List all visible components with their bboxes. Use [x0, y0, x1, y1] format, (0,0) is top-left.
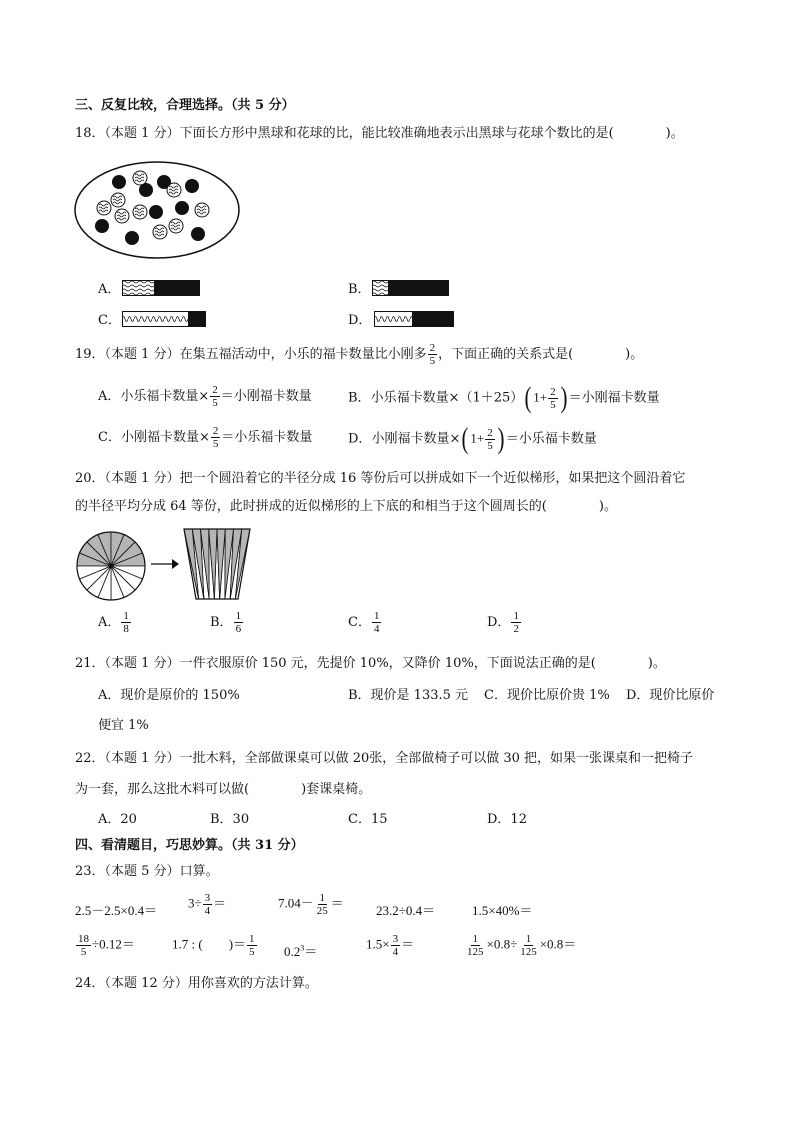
flower-ball [133, 171, 147, 185]
q19-option-d[interactable] [348, 422, 597, 455]
right-paren: ) [560, 381, 568, 414]
option-label: A． [98, 282, 121, 297]
option-label: C． [348, 615, 371, 630]
black-ball [191, 227, 205, 241]
oral-calc-9: 1.5× $\frac{3}{4}$ ＝ [366, 933, 415, 958]
question-19-stem [75, 342, 643, 367]
math-text: 1+ [533, 389, 548, 405]
q20-option-c[interactable] [348, 610, 382, 635]
option-label: C． [98, 430, 121, 445]
oral-calc-10: $\frac{1}{125}$ ×0.8÷ $\frac{1}{125}$ ×0.8＝ [467, 933, 577, 958]
black-ball [125, 231, 139, 245]
oral-calc-1: 2.5－2.5×0.4＝ [75, 903, 158, 918]
math-text: 1+ [470, 430, 485, 446]
oral-calc-4: 23.2÷0.4＝ [376, 903, 436, 918]
black-ball [175, 201, 189, 215]
q20-option-d[interactable] [487, 610, 522, 635]
q18-option-d-bar [374, 311, 454, 327]
q21-option-b[interactable]: B．现价是 133.5 元 [348, 688, 469, 703]
question-23-stem: 23．（本题 5 分）口算。 [75, 864, 219, 879]
q19-option-a[interactable] [98, 384, 312, 409]
question-22-stem-line1: 22．（本题 1 分）一批木料，全部做课桌可以做 20张，全部做椅子可以做 30 把，如果一张课桌和一把椅子 [75, 751, 694, 766]
q18-option-b-bar [372, 280, 450, 296]
left-paren: ( [524, 381, 532, 414]
option-label: D． [348, 313, 372, 328]
q19-option-c[interactable] [98, 425, 312, 450]
fraction: $\frac{1}{2}$ [513, 610, 519, 635]
left-paren: ( [461, 422, 469, 455]
question-22-stem-line2: 为一套，那么这批木料可以做( )套课桌椅。 [75, 782, 372, 797]
black-ball [95, 219, 109, 233]
fraction: $\frac{2}{5}$ [429, 342, 436, 367]
q22-option-b[interactable]: B．30 [210, 812, 250, 827]
option-label: D． [487, 615, 511, 630]
black-ball [112, 175, 126, 189]
option-text: 小乐福卡数量× [120, 389, 210, 404]
oral-calc-8: $0.2^3=$ [284, 943, 318, 959]
flower-ball [111, 193, 125, 207]
circle-sectors-figure [75, 530, 147, 602]
fraction: $\frac{2}{5}$ [212, 384, 218, 409]
option-label: B． [210, 615, 233, 630]
flower-ball [133, 205, 147, 219]
question-21-stem: 21．（本题 1 分）一件衣服原价 150 元，先提价 10%，又降价 10%，下面说法正确的是( )。 [75, 656, 666, 671]
option-label: A． [98, 615, 121, 630]
fraction: $\frac{1}{6}$ [235, 610, 242, 635]
q18-option-d[interactable] [348, 313, 371, 329]
oral-calc-2: 3÷ $\frac{3}{4}$ ＝ [188, 892, 227, 917]
question-20-stem-line1: 20．（本题 1 分）把一个圆沿着它的半径分成 16 等份后可以拼成如下一个近似梯形，如果把这个圆沿着它 [75, 471, 686, 486]
q21-option-d[interactable]: D．现价比原价 [626, 688, 715, 703]
black-ball [185, 179, 199, 193]
q21-option-d-continued: 便宜 1% [98, 718, 149, 733]
trapezoid-figure [182, 527, 252, 602]
oral-calc-6: $\frac{18}{5}$ ÷0.12＝ [78, 933, 135, 958]
black-ball [149, 205, 163, 219]
flower-ball [153, 225, 167, 239]
q20-option-b[interactable] [210, 610, 244, 635]
option-text: ＝小乐福卡数量 [221, 430, 313, 445]
stem-text: ，下面正确的关系式是( )。 [438, 347, 644, 362]
oral-calc-3: 7.04－ $\frac{1}{25}$ ＝ [278, 892, 344, 917]
q18-option-c[interactable] [98, 313, 121, 329]
fraction: $\frac{2}{5}$ [212, 425, 219, 450]
fraction: $\frac{1}{8}$ [123, 610, 129, 635]
section-title: 三、反复比较，合理选择。（共 5 分） [75, 98, 295, 113]
flower-ball [115, 209, 129, 223]
option-text: ＝小刚福卡数量 [568, 390, 660, 406]
flower-ball [169, 219, 183, 233]
fraction: $\frac{2}{5}$ [487, 426, 493, 452]
balls-ellipse-figure [74, 160, 240, 260]
option-label: B． [348, 282, 371, 297]
oral-calc-7: 1.7 : ( )＝ $\frac{1}{5}$ [172, 933, 255, 958]
q18-option-a[interactable] [98, 282, 120, 298]
fraction: $\frac{2}{5}$ [550, 385, 556, 411]
section-title: 四、看清题目，巧思妙算。（共 31 分） [75, 838, 304, 853]
option-text: 小刚福卡数量× [120, 430, 210, 445]
option-label: C． [98, 313, 121, 328]
option-label: A． [98, 389, 121, 404]
right-paren: ) [497, 422, 505, 455]
question-18-stem: 18．（本题 1 分）下面长方形中黑球和花球的比，能比较准确地表示出黑球与花球个数比的是( )。 [75, 126, 684, 141]
q21-option-c[interactable]: C．现价比原价贵 1% [484, 688, 610, 703]
question-20-stem-line2: 的半径平均分成 64 等份，此时拼成的近似梯形的上下底的和相当于这个圆周长的( )。 [75, 499, 617, 514]
q22-option-c[interactable]: C．15 [348, 812, 388, 827]
q18-option-b[interactable] [348, 282, 371, 298]
oral-calc-5: 1.5×40%＝ [472, 903, 533, 918]
q18-option-c-bar [122, 311, 206, 327]
q21-option-a[interactable]: A．现价是原价的 150% [98, 688, 240, 703]
option-text: 小刚福卡数量× [371, 431, 461, 447]
q22-option-a[interactable]: A．20 [98, 812, 137, 827]
option-label: B． [348, 390, 371, 406]
flower-ball [195, 203, 209, 217]
q22-option-d[interactable]: D．12 [487, 812, 527, 827]
flower-ball [97, 201, 111, 215]
option-text: ＝小刚福卡数量 [220, 389, 312, 404]
option-text: 小乐福卡数量×（1＋25） [370, 390, 524, 406]
q18-option-a-bar [122, 280, 200, 296]
option-label: D． [348, 431, 372, 447]
flower-ball [167, 183, 181, 197]
stem-text: 19．（本题 1 分）在集五福活动中，小乐的福卡数量比小刚多 [75, 347, 427, 362]
q20-option-a[interactable] [98, 610, 132, 635]
option-text: ＝小乐福卡数量 [505, 431, 597, 447]
question-24-stem: 24．（本题 12 分）用你喜欢的方法计算。 [75, 976, 318, 991]
fraction: $\frac{1}{4}$ [373, 610, 380, 635]
q19-option-b[interactable] [348, 381, 660, 414]
arrow-icon [150, 557, 180, 571]
